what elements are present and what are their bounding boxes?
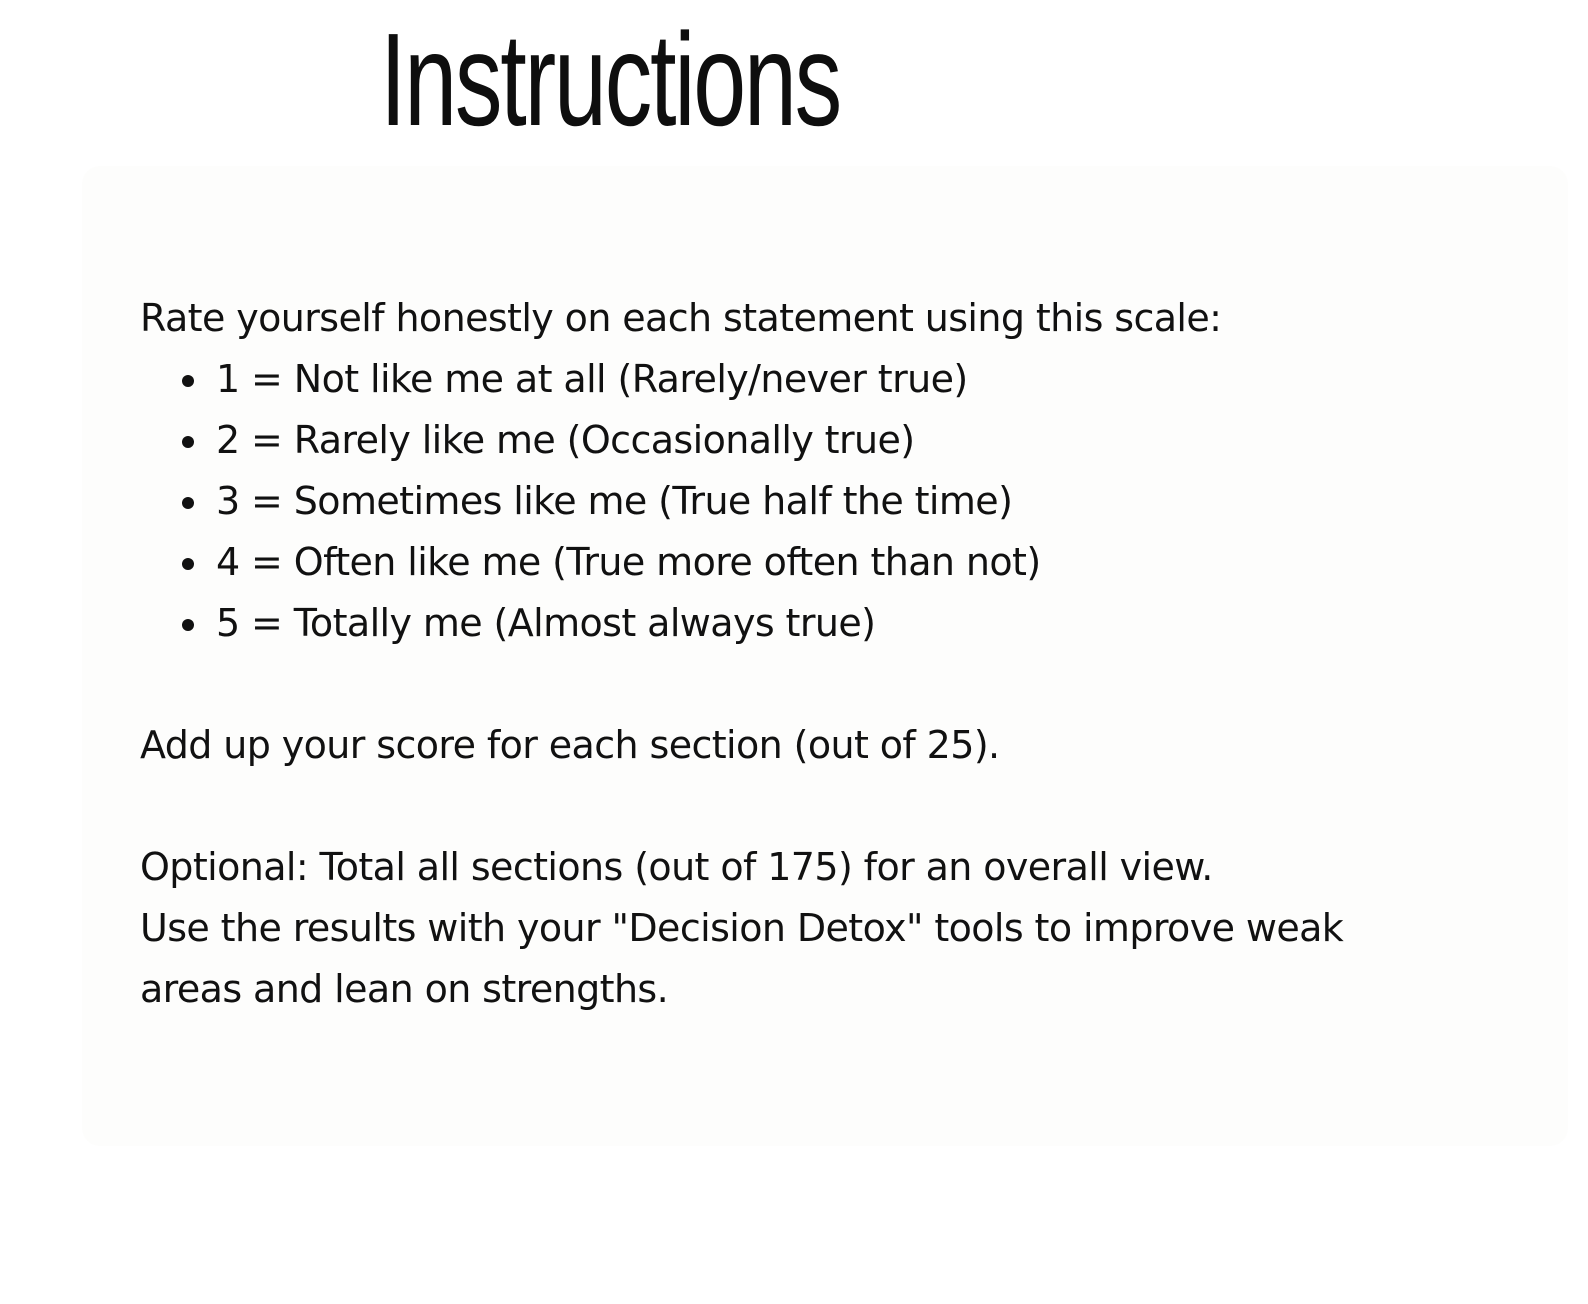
rating-scale-list [140, 349, 1540, 654]
spacer [140, 776, 1540, 837]
page-title: Instructions [380, 6, 841, 153]
scale-item-text: 4 = Often like me (True more often than not) [216, 540, 1041, 584]
scale-item-text: 2 = Rarely like me (Occasionally true) [216, 418, 915, 462]
use-note: Use the results with your "Decision Detox" tools to improve weak areas and lean on strengths. [140, 906, 1344, 1011]
list-item [182, 532, 1540, 593]
intro-text: Rate yourself honestly on each statement using this scale: [140, 296, 1222, 340]
bullet-icon [182, 436, 194, 448]
spacer [140, 654, 1540, 715]
bullet-icon [182, 497, 194, 509]
list-item [182, 410, 1540, 471]
scale-item-text: 3 = Sometimes like me (True half the time) [216, 479, 1013, 523]
list-item [182, 593, 1540, 654]
bullet-icon [182, 558, 194, 570]
bullet-icon [182, 619, 194, 631]
instructions-content [140, 288, 1540, 1020]
scale-item-text: 1 = Not like me at all (Rarely/never true) [216, 357, 968, 401]
list-item [182, 349, 1540, 410]
list-item [182, 471, 1540, 532]
bullet-icon [182, 375, 194, 387]
scale-item-text: 5 = Totally me (Almost always true) [216, 601, 876, 645]
optional-note: Optional: Total all sections (out of 175) for an overall view. [140, 845, 1213, 889]
score-note: Add up your score for each section (out of 25). [140, 723, 1000, 767]
